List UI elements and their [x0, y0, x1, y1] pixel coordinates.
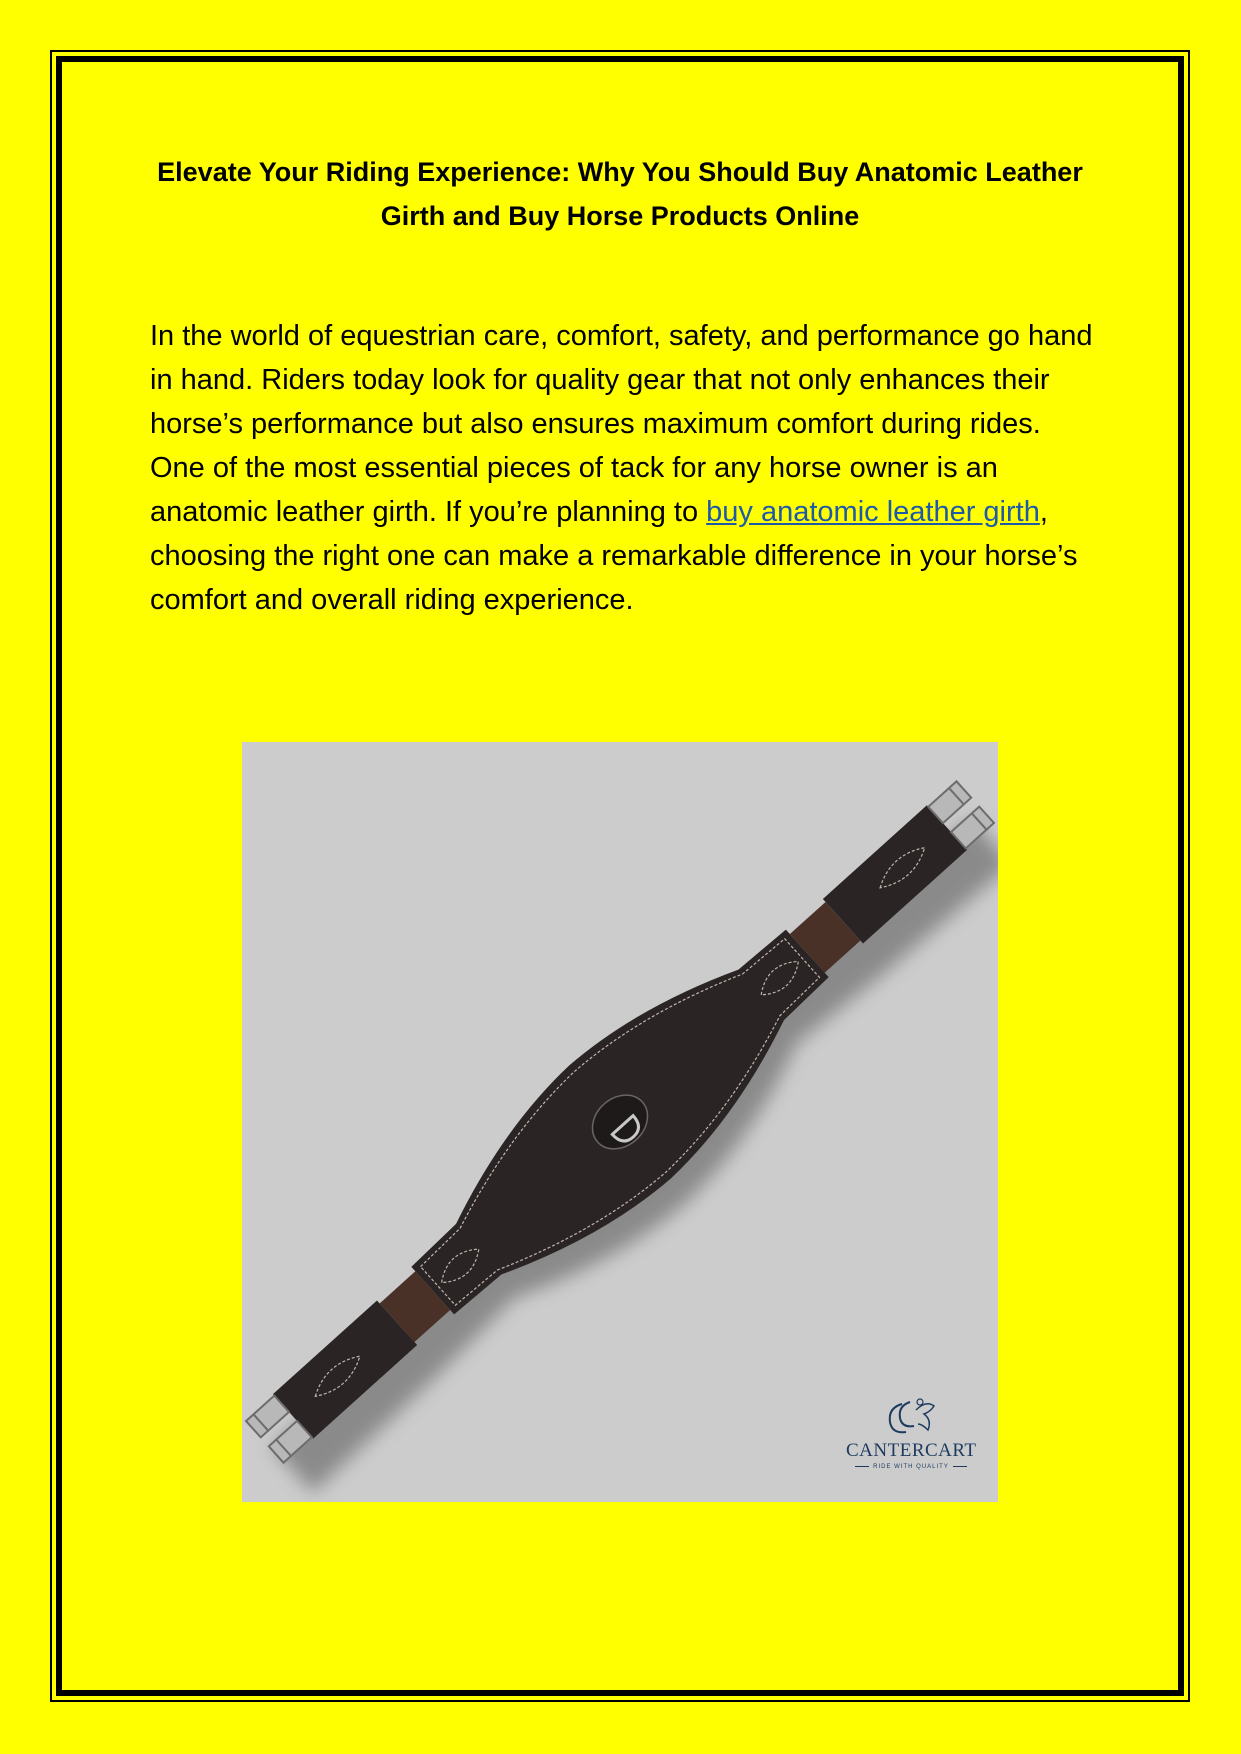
brand-tagline: RIDE WITH QUALITY: [846, 1464, 976, 1470]
horse-rider-logo-icon: [880, 1394, 942, 1440]
brand-name: CANTERCART: [846, 1440, 977, 1461]
document-title: Elevate Your Riding Experience: Why You Should Buy Anatomic Leather Girth and Buy Horse Products Online: [157, 157, 1083, 231]
girth-illustration: [242, 742, 998, 1502]
paragraph-text-start: In the world of equestrian care, comfort, safety, and performance go hand in hand. Riders today look for quality gear that not only enhances their horse’s performance but also ensures maximum comfort during rides. One of the most essential pieces of tack for any horse owner is an anatomic leather girth. If you’re planning to: [150, 320, 1093, 528]
buy-anatomic-leather-girth-link[interactable]: buy anatomic leather girth: [706, 496, 1040, 528]
product-photo-anatomic-girth: [242, 742, 998, 1502]
intro-paragraph: [150, 314, 1095, 622]
paragraph-text-end: , choosing the right one can make a remarkable difference in your horse’s comfort and overall riding experience.: [150, 496, 1078, 616]
cantercart-logo: [846, 1394, 976, 1470]
